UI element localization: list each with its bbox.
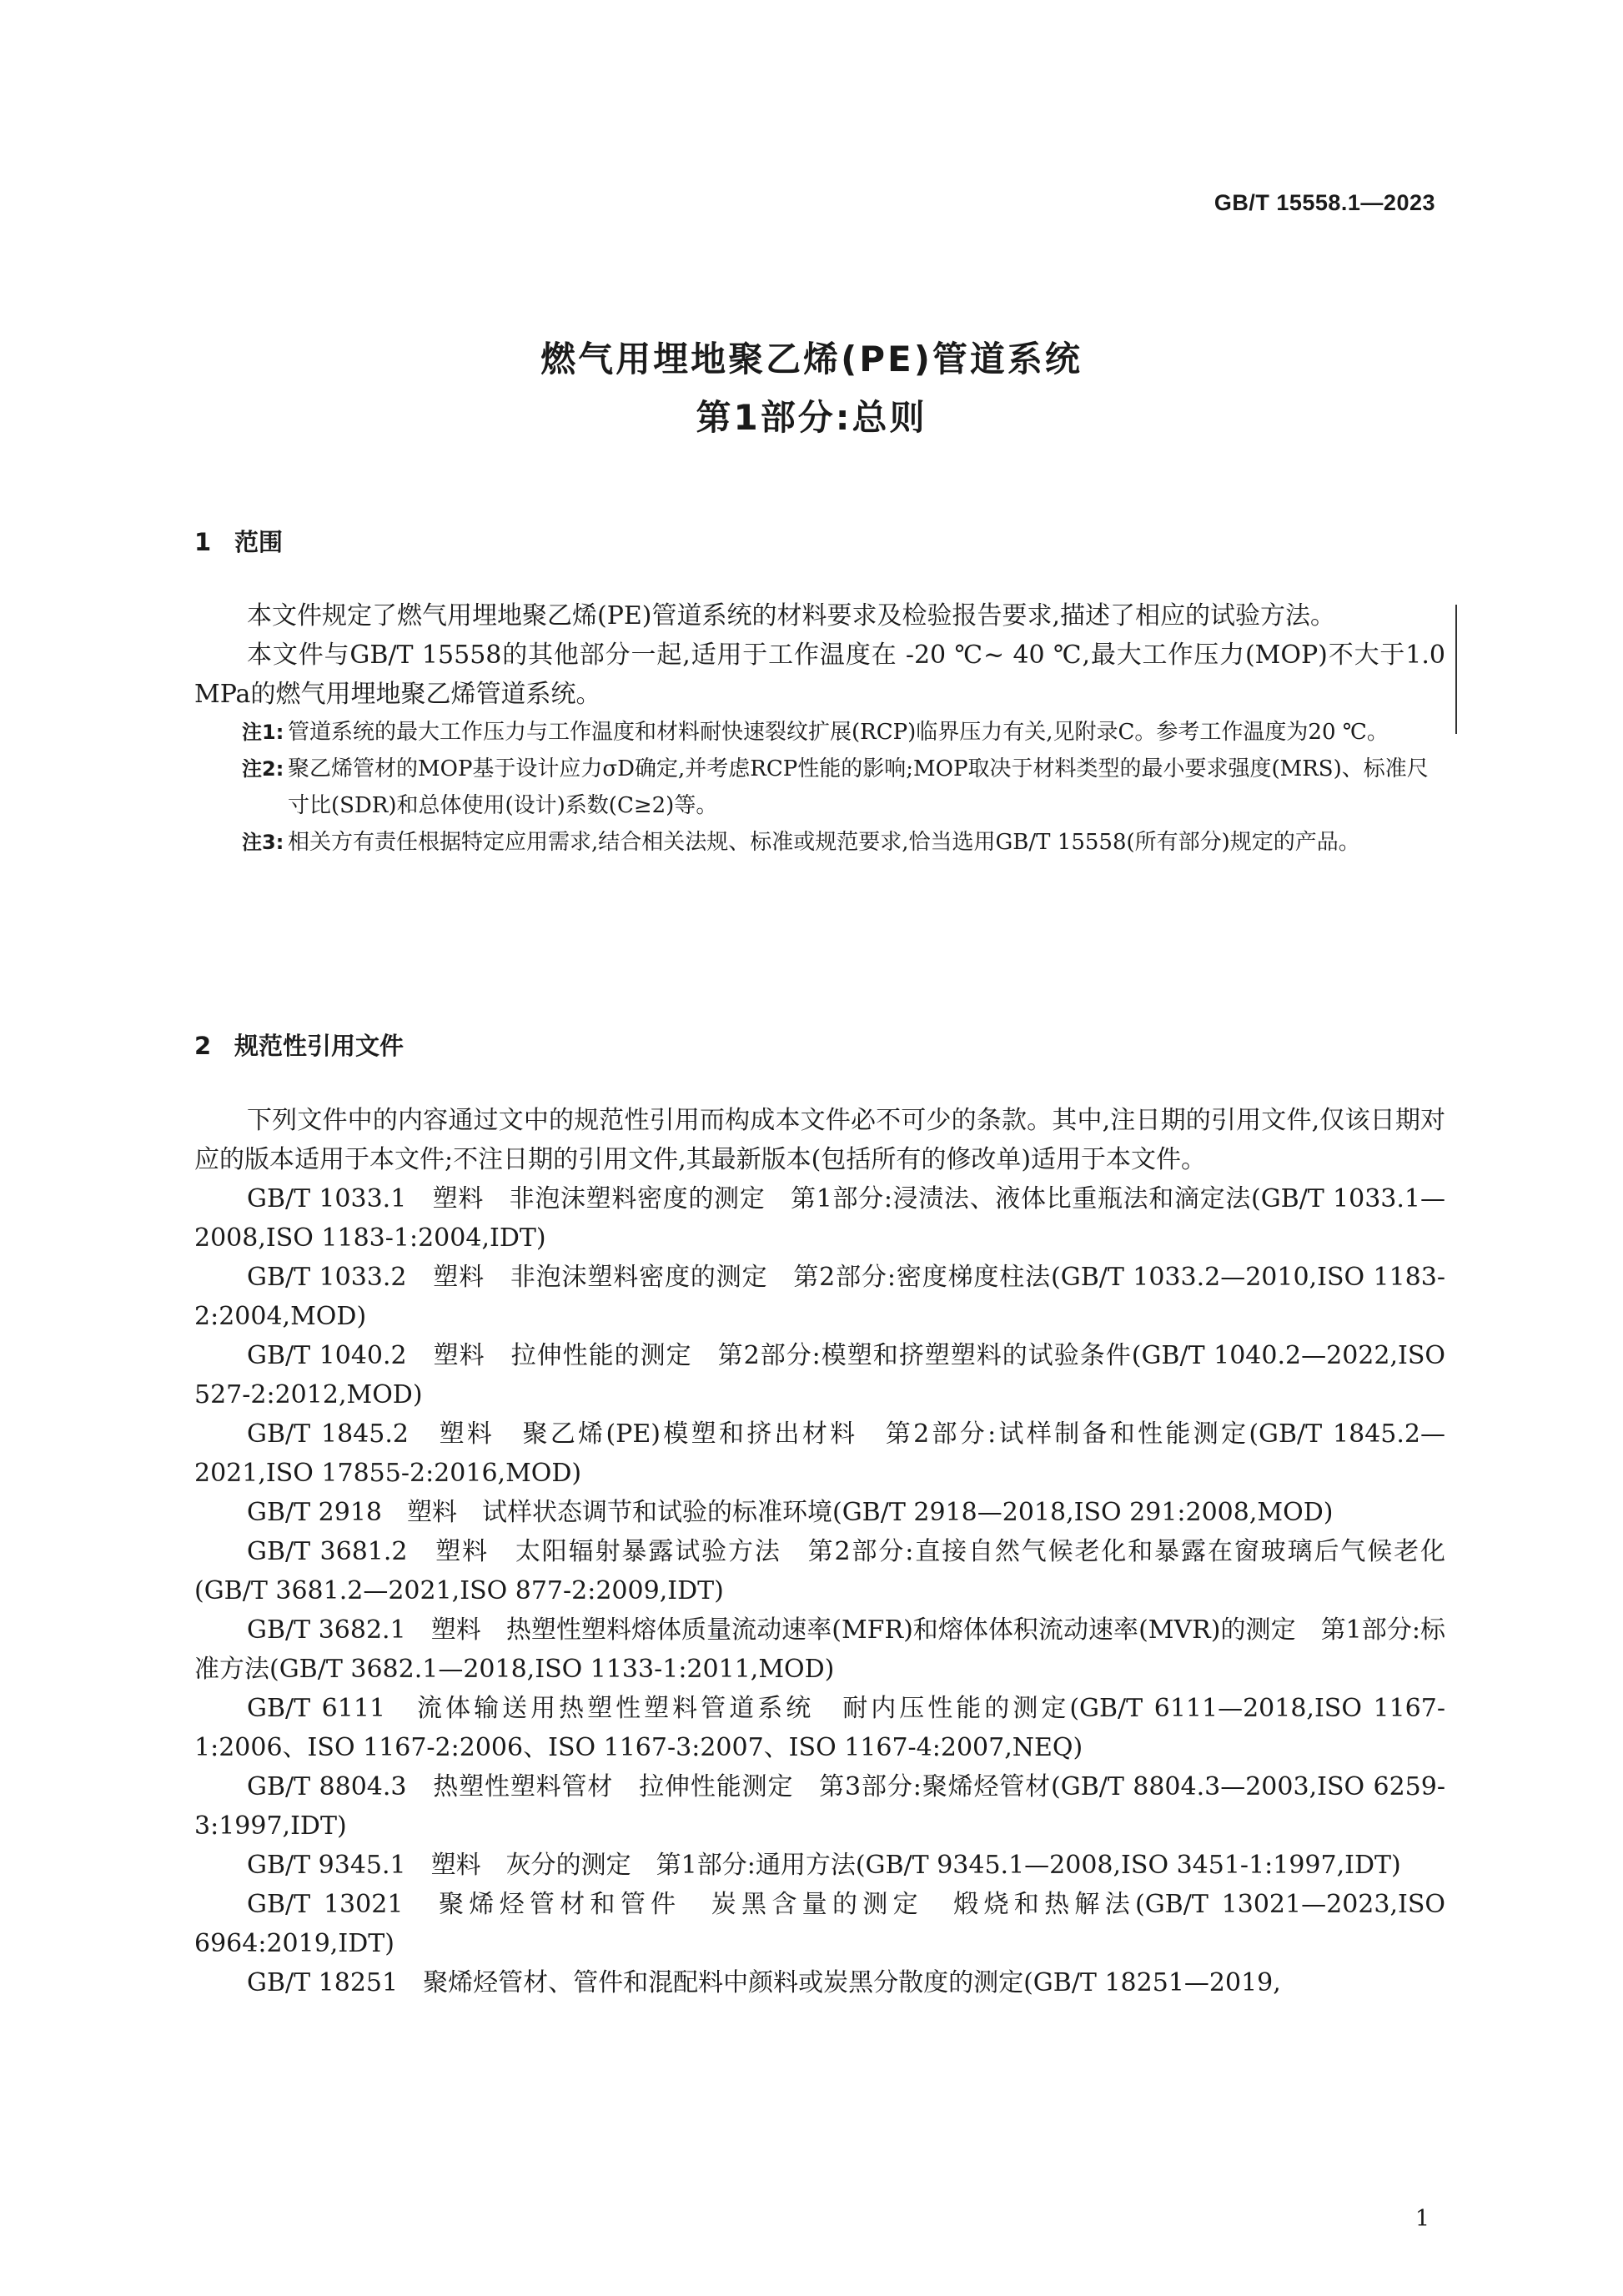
reference-item: GB/T 13021 聚烯烃管材和管件 炭黑含量的测定 煅烧和热解法(GB/T 13021—2023,ISO 6964:2019,IDT) [194, 1890, 1445, 1958]
reference-item: GB/T 8804.3 热塑性塑料管材 拉伸性能测定 第3部分:聚烯烃管材(GB/T 8804.3—2003,ISO 6259-3:1997,IDT) [194, 1772, 1445, 1841]
revision-margin-bar [1455, 605, 1457, 734]
note-text: 管道系统的最大工作压力与工作温度和材料耐快速裂纹扩展(RCP)临界压力有关,见附录C。参考工作温度为20 ℃。 [288, 720, 1389, 745]
reference-item: GB/T 2918 塑料 试样状态调节和试验的标准环境(GB/T 2918—2018,ISO 291:2008,MOD) [247, 1498, 1334, 1527]
note [194, 714, 1445, 751]
reference-item: GB/T 6111 流体输送用热塑性塑料管道系统 耐内压性能的测定(GB/T 6111—2018,ISO 1167-1:2006、ISO 1167-2:2006、ISO 1167-3:2007、ISO 1167-4:2007,NEQ) [194, 1694, 1445, 1762]
document-subtitle: 第1部分:总则 [696, 397, 927, 438]
section-title: 规范性引用文件 [234, 1032, 404, 1060]
note-label: 注3: [242, 831, 284, 854]
reference-item: GB/T 3681.2 塑料 太阳辐射暴露试验方法 第2部分:直接自然气候老化和暴露在窗玻璃后气候老化(GB/T 3681.2—2021,ISO 877-2:2009,IDT) [194, 1537, 1445, 1605]
reference-item: GB/T 1033.2 塑料 非泡沫塑料密度的测定 第2部分:密度梯度柱法(GB/T 1033.2—2010,ISO 1183-2:2004,MOD) [194, 1263, 1445, 1331]
references-body [194, 1101, 1445, 2002]
section-title: 范围 [234, 528, 284, 556]
document-title: 燃气用埋地聚乙烯(PE)管道系统 [540, 339, 1083, 379]
standard-code: GB/T 15558.1—2023 [1213, 190, 1435, 215]
note [194, 824, 1445, 861]
reference-item: GB/T 18251 聚烯烃管材、管件和混配料中颜料或炭黑分散度的测定(GB/T 18251—2019, [247, 1968, 1281, 1997]
section-number: 1 [194, 528, 212, 556]
note [194, 751, 1445, 824]
note-text: 聚乙烯管材的MOP基于设计应力σD确定,并考虑RCP性能的影响;MOP取决于材料类型的最小要求强度(MRS)、标准尺寸比(SDR)和总体使用(设计)系数(C≥2)等。 [288, 756, 1429, 818]
section-number: 2 [194, 1032, 212, 1060]
paragraph: 下列文件中的内容通过文中的规范性引用而构成本文件必不可少的条款。其中,注日期的引用文件,仅该日期对应的版本适用于本文件;不注日期的引用文件,其最新版本(包括所有的修改单)适用于本文件。 [194, 1106, 1445, 1174]
note-label: 注1: [242, 721, 284, 744]
paragraph: 本文件与GB/T 15558的其他部分一起,适用于工作温度在 -20 ℃~ 40 ℃,最大工作压力(MOP)不大于1.0 MPa的燃气用埋地聚乙烯管道系统。 [194, 641, 1445, 709]
reference-item: GB/T 1033.1 塑料 非泡沫塑料密度的测定 第1部分:浸渍法、液体比重瓶法和滴定法(GB/T 1033.1—2008,ISO 1183-1:2004,IDT) [194, 1184, 1445, 1253]
reference-item: GB/T 9345.1 塑料 灰分的测定 第1部分:通用方法(GB/T 9345.1—2008,ISO 3451-1:1997,IDT) [247, 1851, 1401, 1880]
section-heading-normative-references [194, 1027, 404, 1062]
section-heading-scope [194, 524, 283, 558]
paragraph: 本文件规定了燃气用埋地聚乙烯(PE)管道系统的材料要求及检验报告要求,描述了相应的试验方法。 [247, 601, 1336, 631]
reference-item: GB/T 1040.2 塑料 拉伸性能的测定 第2部分:模塑和挤塑塑料的试验条件(GB/T 1040.2—2022,ISO 527-2:2012,MOD) [194, 1341, 1445, 1409]
page-number: 1 [1414, 2206, 1430, 2232]
reference-item: GB/T 3682.1 塑料 热塑性塑料熔体质量流动速率(MFR)和熔体体积流动速率(MVR)的测定 第1部分:标准方法(GB/T 3682.1—2018,ISO 1133-1:2011,MOD) [194, 1615, 1445, 1684]
reference-item: GB/T 1845.2 塑料 聚乙烯(PE)模塑和挤出材料 第2部分:试样制备和性能测定(GB/T 1845.2—2021,ISO 17855-2:2016,MOD) [194, 1419, 1445, 1488]
note-label: 注2: [242, 757, 284, 781]
note-text: 相关方有责任根据特定应用需求,结合相关法规、标准或规范要求,恰当选用GB/T 15558(所有部分)规定的产品。 [288, 830, 1360, 855]
scope-body [194, 596, 1445, 861]
